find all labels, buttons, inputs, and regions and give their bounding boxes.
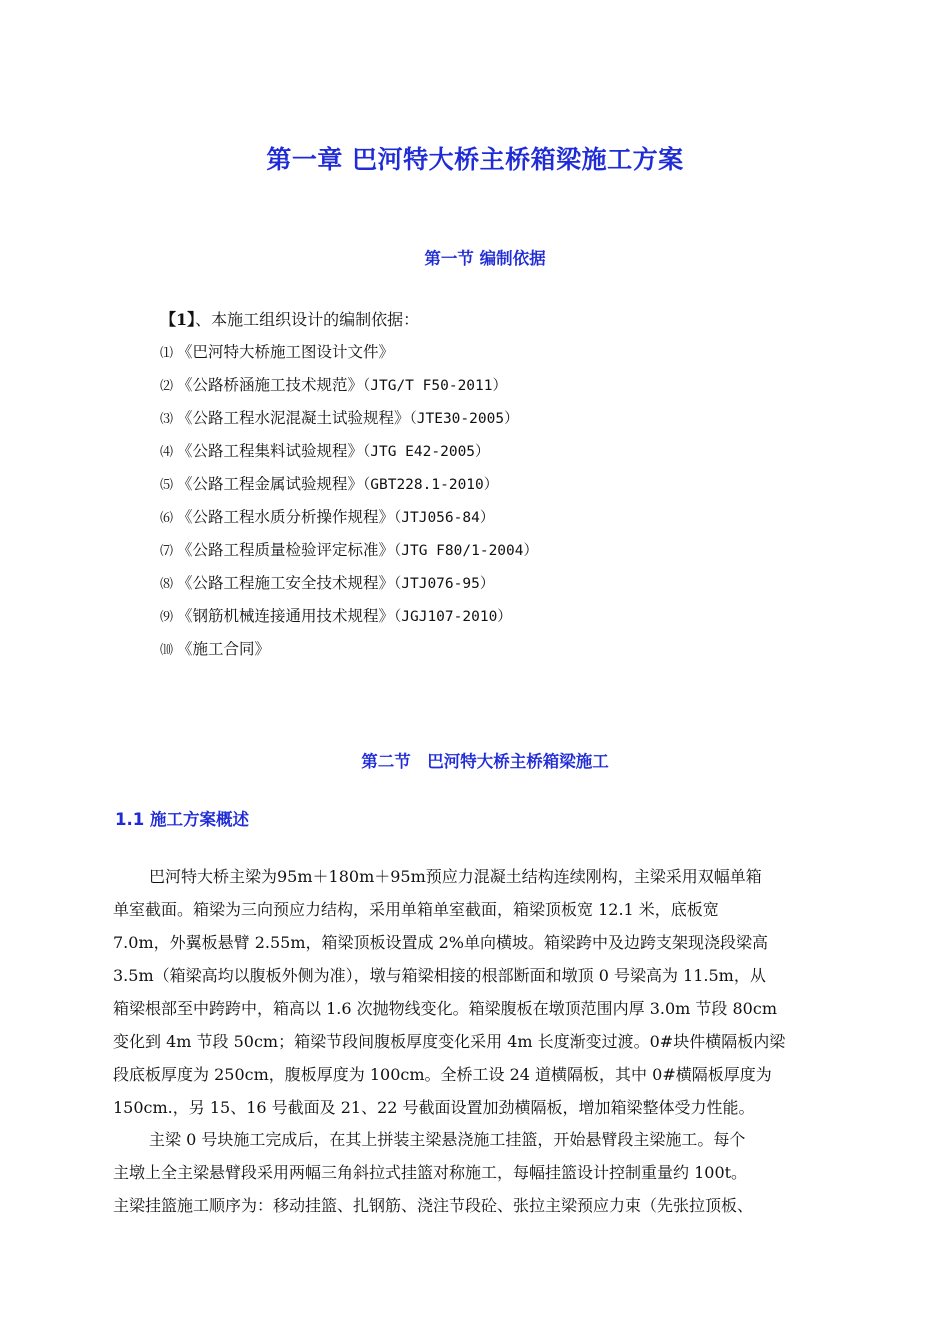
paragraph-line: 3.5m（箱梁高均以腹板外侧为准），墩与箱梁相接的根部断面和墩顶 0 号梁高为 11.5m，从 <box>113 966 766 985</box>
paragraph-line: 箱梁根部至中跨跨中，箱高以 1.6 次抛物线变化。箱梁腹板在墩顶范围内厚 3.0m 节段 80cm <box>113 999 777 1018</box>
paragraph-line: 主梁 0 号块施工完成后，在其上拼装主梁悬浇施工挂篮，开始悬臂段主梁施工。每个 <box>149 1130 746 1149</box>
reference-code: （JTJ076-95） <box>394 576 495 592</box>
reference-code: （GBT228.1-2010） <box>363 477 499 493</box>
list-item <box>160 571 538 604</box>
list-item <box>160 538 538 571</box>
paragraph-line: 150cm.，另 15、16 号截面及 21、22 号截面设置加劲横隔板，增加箱梁整体受力性能。 <box>113 1098 755 1117</box>
reference-number: ⑽ <box>160 643 174 658</box>
intro-bracket: 【1】 <box>160 310 196 329</box>
paragraph-line: 7.0m，外翼板悬臂 2.55m，箱梁顶板设置成 2%单向横坡。箱梁跨中及边跨支架现浇段梁高 <box>113 933 768 952</box>
overview-paragraph-2 <box>113 1123 883 1222</box>
reference-code: （JTE30-2005） <box>409 411 519 427</box>
subheading-overview: 1.1 施工方案概述 <box>115 810 249 829</box>
list-item <box>160 340 538 373</box>
list-item <box>160 505 538 538</box>
list-item <box>160 406 538 439</box>
reference-number: ⑹ <box>160 511 174 526</box>
list-item <box>160 373 538 406</box>
reference-number: ⑼ <box>160 610 174 625</box>
reference-title: 《公路工程水质分析操作规程》 <box>177 508 395 526</box>
intro-text: 、本施工组织设计的编制依据： <box>195 310 420 329</box>
reference-title: 《施工合同》 <box>177 640 271 658</box>
paragraph-line: 巴河特大桥主梁为95m＋180m＋95m预应力混凝土结构连续刚构，主梁采用双幅单箱 <box>149 867 762 886</box>
reference-title: 《公路工程施工安全技术规程》 <box>177 574 395 592</box>
list-item <box>160 637 538 670</box>
reference-code: （JTG E42-2005） <box>363 444 490 460</box>
reference-number: ⑸ <box>160 478 174 493</box>
reference-title: 《公路工程质量检验评定标准》 <box>177 541 395 559</box>
reference-code: （JGJ107-2010） <box>394 609 512 625</box>
reference-code: （JTJ056-84） <box>394 510 495 526</box>
list-item <box>160 439 538 472</box>
paragraph-line: 单室截面。箱梁为三向预应力结构，采用单箱单室截面，箱梁顶板宽 12.1 米，底板宽 <box>113 900 719 919</box>
paragraph-line: 变化到 4m 节段 50cm；箱梁节段间腹板厚度变化采用 4m 长度渐变过渡。0#块件横隔板内梁 <box>113 1032 786 1051</box>
paragraph-line: 主墩上全主梁悬臂段采用两幅三角斜拉式挂篮对称施工，每幅挂篮设计控制重量约 100t。 <box>113 1163 748 1182</box>
reference-code: （JTG/T F50-2011） <box>363 378 507 394</box>
paragraph-line: 主梁挂篮施工顺序为：移动挂篮、扎钢筋、浇注节段砼、张拉主梁预应力束（先张拉顶板、 <box>113 1196 754 1215</box>
list-item <box>160 472 538 505</box>
reference-number: ⑵ <box>160 379 174 394</box>
overview-paragraph-1 <box>113 860 883 1124</box>
reference-title: 《钢筋机械连接通用技术规程》 <box>177 607 395 625</box>
reference-title: 《公路工程金属试验规程》 <box>177 475 364 493</box>
reference-title: 《公路工程集料试验规程》 <box>177 442 364 460</box>
basis-intro <box>160 307 419 330</box>
reference-code: （JTG F80/1-2004） <box>394 543 538 559</box>
list-item <box>160 604 538 637</box>
reference-number: ⑴ <box>160 346 174 361</box>
section-title-construction: 第二节 巴河特大桥主桥箱梁施工 <box>361 752 609 771</box>
reference-title: 《巴河特大桥施工图设计文件》 <box>177 343 395 361</box>
reference-number: ⑻ <box>160 577 174 592</box>
section-title-basis: 第一节 编制依据 <box>424 249 546 268</box>
paragraph-line: 段底板厚度为 250cm，腹板厚度为 100cm。全桥工设 24 道横隔板，其中 0#横隔板厚度为 <box>113 1065 772 1084</box>
reference-title: 《公路桥涵施工技术规范》 <box>177 376 364 394</box>
reference-number: ⑷ <box>160 445 174 460</box>
reference-number: ⑺ <box>160 544 174 559</box>
reference-number: ⑶ <box>160 412 174 427</box>
reference-title: 《公路工程水泥混凝土试验规程》 <box>177 409 410 427</box>
chapter-title: 第一章 巴河特大桥主桥箱梁施工方案 <box>266 145 684 174</box>
reference-list <box>160 340 538 670</box>
